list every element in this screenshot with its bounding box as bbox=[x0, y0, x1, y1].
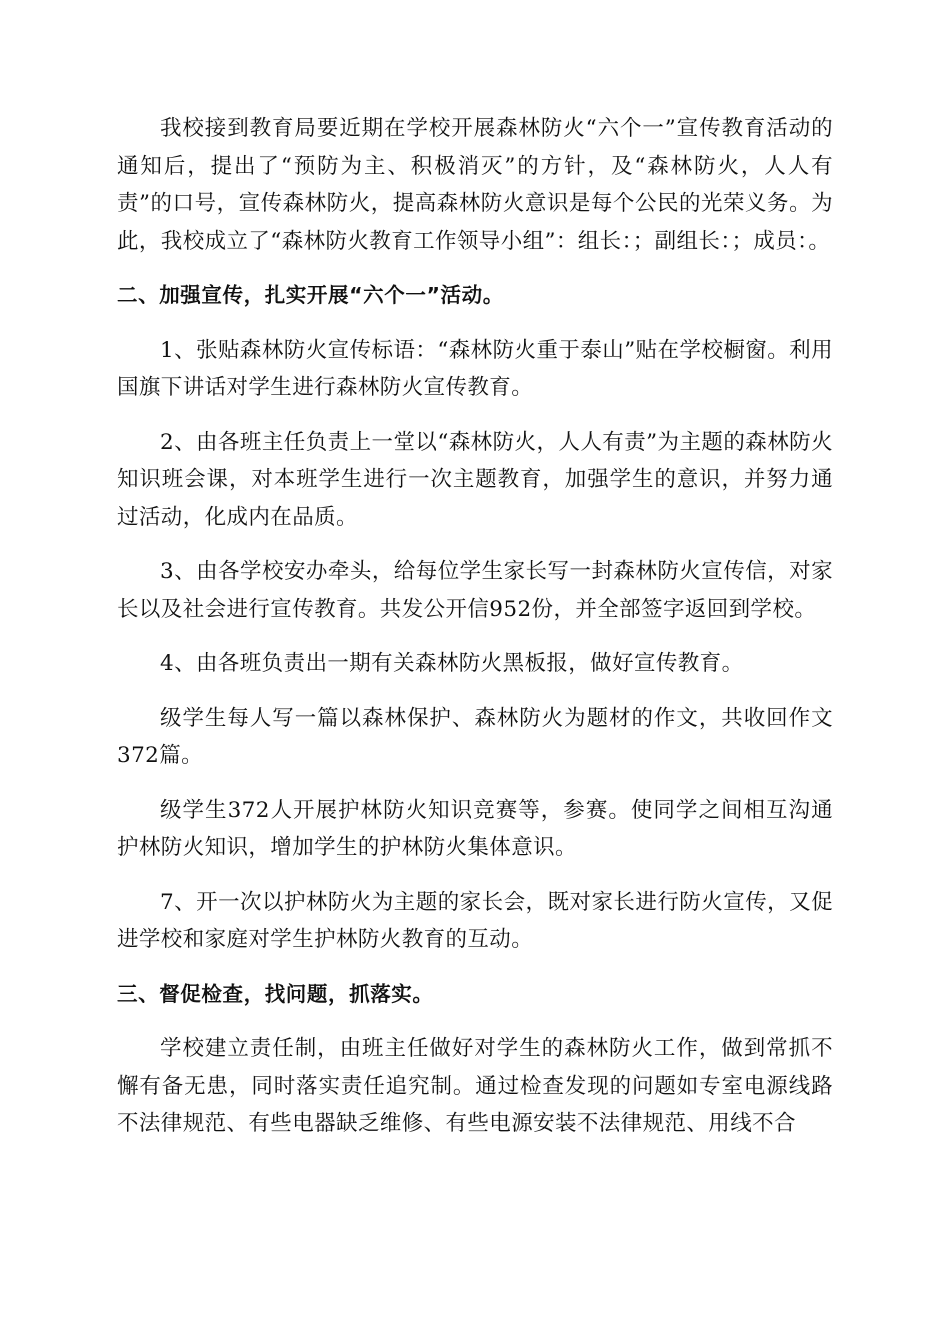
section-heading-2: 二、加强宣传，扎实开展“六个一”活动。 bbox=[117, 283, 504, 307]
item-7-paragraph: 7、开一次以护林防火为主题的家长会，既对家长进行防火宣传，又促进学校和家庭对学生护林防火教育的互动。 bbox=[117, 889, 833, 952]
item-3-paragraph: 3、由各学校安办牵头，给每位学生家长写一封森林防火宣传信，对家长以及社会进行宣传教育。共发公开信952份，并全部签字返回到学校。 bbox=[117, 559, 833, 622]
item-4-paragraph: 4、由各班负责出一期有关森林防火黑板报，做好宣传教育。 bbox=[160, 651, 744, 676]
item-2-paragraph: 2、由各班主任负责上一堂以“森林防火，人人有责”为主题的森林防火知识班会课，对本班学生进行一次主题教育，加强学生的意识，并努力通过活动，化成内在品质。 bbox=[117, 429, 833, 530]
document-page bbox=[117, 110, 833, 1160]
responsibility-paragraph: 学校建立责任制，由班主任做好对学生的森林防火工作，做到常抓不懈有备无患，同时落实责任追究制。通过检查发现的问题如专室电源线路不法律规范、有些电器缺乏维修、有些电源安装不法律规范、用线不合 bbox=[117, 1036, 833, 1136]
item-6-paragraph: 级学生372人开展护林防火知识竞赛等，参赛。使同学之间相互沟通护林防火知识，增加学生的护林防火集体意识。 bbox=[117, 797, 833, 860]
item-1-paragraph: 1、张贴森林防火宣传标语：“森林防火重于泰山”贴在学校橱窗。利用国旗下讲话对学生进行森林防火宣传教育。 bbox=[117, 337, 833, 400]
section-heading-3: 三、督促检查，找问题，抓落实。 bbox=[117, 981, 434, 1006]
item-5-paragraph: 级学生每人写一篇以森林保护、森林防火为题材的作文，共收回作文372篇。 bbox=[117, 705, 833, 768]
intro-paragraph: 我校接到教育局要近期在学校开展森林防火“六个一”宣传教育活动的通知后，提出了“预防为主、积极消灭”的方针，及“森林防火，人人有责”的口号，宣传森林防火，提高森林防火意识是每个公民的光荣义务。为此，我校成立了“森林防火教育工作领导小组”：组长：；副组长：；成员：。 bbox=[117, 116, 833, 254]
